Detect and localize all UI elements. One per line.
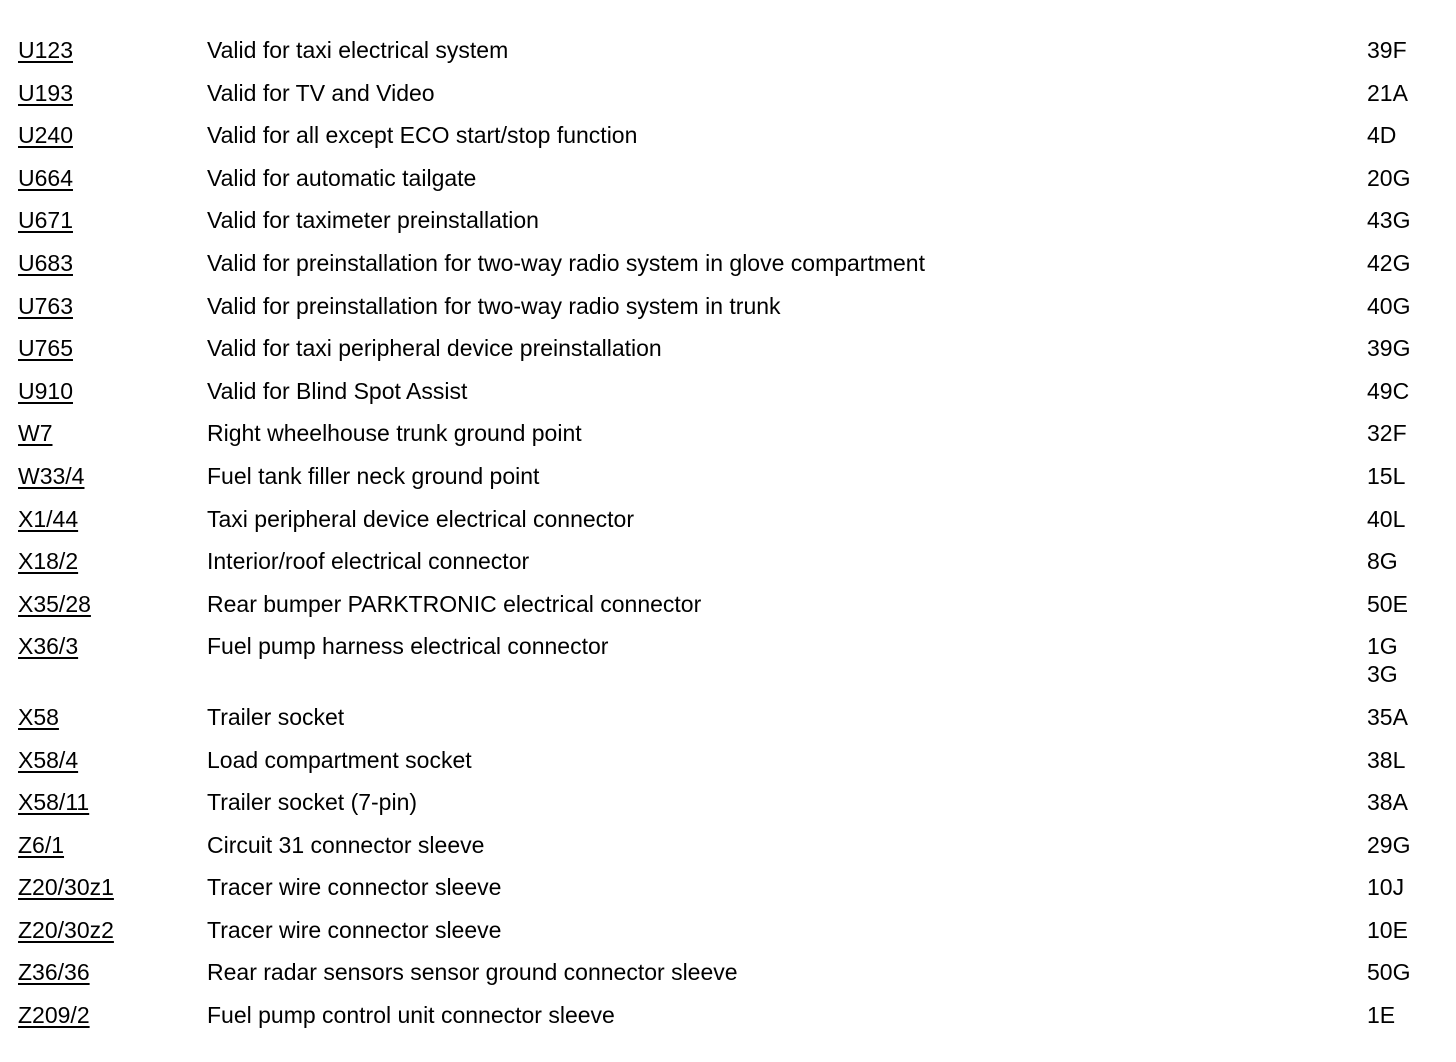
table-row <box>18 36 1438 79</box>
table-row <box>18 249 1438 292</box>
component-description: Right wheelhouse trunk ground point <box>207 420 582 447</box>
grid-location-value: 38L <box>1367 746 1406 773</box>
grid-location <box>1367 419 1438 447</box>
table-row <box>18 164 1438 207</box>
grid-location <box>1367 249 1438 277</box>
grid-location <box>1367 873 1438 901</box>
component-description: Tracer wire connector sleeve <box>207 916 502 943</box>
grid-location <box>1367 292 1438 320</box>
component-description: Valid for preinstallation for two-way radio system in glove compartment <box>207 249 925 276</box>
grid-location <box>1367 505 1438 533</box>
grid-location <box>1367 462 1438 490</box>
grid-location-value: 40L <box>1367 505 1406 532</box>
grid-location <box>1367 916 1438 944</box>
grid-location <box>1367 788 1438 816</box>
grid-location-value: 39F <box>1367 37 1407 63</box>
table-row <box>18 334 1438 377</box>
component-description: Tracer wire connector sleeve <box>207 874 502 901</box>
grid-location-value: 40G <box>1367 292 1411 319</box>
component-description: Fuel tank filler neck ground point <box>207 462 540 489</box>
component-code-link[interactable]: W7 <box>18 420 53 447</box>
table-row <box>18 632 1438 703</box>
table-row <box>18 746 1438 789</box>
component-code-link[interactable]: X58/11 <box>18 789 90 816</box>
grid-location-value: 4D <box>1367 122 1397 149</box>
component-description: Valid for taximeter preinstallation <box>207 207 539 234</box>
component-code-link[interactable]: X58 <box>18 703 59 730</box>
component-description: Valid for Blind Spot Assist <box>207 377 468 404</box>
table-row <box>18 505 1438 548</box>
grid-location-value: 10J <box>1367 874 1405 901</box>
grid-location <box>1367 121 1438 149</box>
component-code-link[interactable]: U193 <box>18 79 73 106</box>
grid-location-value: 1E <box>1367 1002 1396 1029</box>
table-row <box>18 590 1438 633</box>
grid-location <box>1367 831 1438 859</box>
grid-location-value: 3G <box>1367 661 1398 688</box>
component-description: Circuit 31 connector sleeve <box>207 831 485 858</box>
table-row <box>18 206 1438 249</box>
grid-location-value: 49C <box>1367 377 1410 404</box>
table-row <box>18 419 1438 462</box>
table-row <box>18 958 1438 1001</box>
grid-location <box>1367 36 1438 64</box>
component-code-link[interactable]: U240 <box>18 122 73 149</box>
table-row <box>18 831 1438 874</box>
table-row <box>18 79 1438 122</box>
grid-location-value: 1G <box>1367 633 1398 660</box>
component-code-link[interactable]: Z6/1 <box>18 831 65 858</box>
grid-location <box>1367 632 1438 688</box>
component-legend-table <box>18 36 1438 1044</box>
table-row <box>18 916 1438 959</box>
grid-location-value: 50G <box>1367 959 1411 986</box>
component-code-link[interactable]: U910 <box>18 377 73 404</box>
component-code-link[interactable]: Z209/2 <box>18 1002 90 1029</box>
grid-location <box>1367 377 1438 405</box>
table-row <box>18 703 1438 746</box>
grid-location <box>1367 334 1438 362</box>
grid-location <box>1367 547 1438 575</box>
table-row <box>18 121 1438 164</box>
grid-location <box>1367 958 1438 986</box>
grid-location-value: 8G <box>1367 548 1398 575</box>
grid-location-value: 20G <box>1367 164 1411 191</box>
component-description: Valid for taxi electrical system <box>207 37 509 63</box>
component-code-link[interactable]: X36/3 <box>18 633 79 660</box>
component-description: Rear bumper PARKTRONIC electrical connector <box>207 590 702 617</box>
component-code-link[interactable]: U683 <box>18 249 73 276</box>
table-row <box>18 873 1438 916</box>
component-description: Trailer socket <box>207 703 345 730</box>
grid-location <box>1367 590 1438 618</box>
grid-location-value: 39G <box>1367 335 1411 362</box>
component-code-link[interactable]: Z20/30z1 <box>18 874 114 901</box>
component-description: Valid for all except ECO start/stop function <box>207 122 638 149</box>
grid-location-value: 32F <box>1367 420 1407 447</box>
component-code-link[interactable]: X58/4 <box>18 746 79 773</box>
component-code-link[interactable]: X1/44 <box>18 505 79 532</box>
component-description: Valid for automatic tailgate <box>207 164 477 191</box>
grid-location-value: 35A <box>1367 703 1408 730</box>
grid-location-value: 15L <box>1367 462 1406 489</box>
component-code-link[interactable]: U763 <box>18 292 73 319</box>
component-description: Taxi peripheral device electrical connector <box>207 505 634 532</box>
table-row <box>18 788 1438 831</box>
component-description: Interior/roof electrical connector <box>207 548 530 575</box>
grid-location-value: 29G <box>1367 831 1411 858</box>
component-description: Valid for preinstallation for two-way radio system in trunk <box>207 292 781 319</box>
grid-location-value: 50E <box>1367 590 1408 617</box>
component-code-link[interactable]: W33/4 <box>18 462 85 489</box>
component-description: Fuel pump harness electrical connector <box>207 633 609 660</box>
component-description: Load compartment socket <box>207 746 472 773</box>
component-description: Valid for taxi peripheral device preinstallation <box>207 335 662 362</box>
table-row <box>18 292 1438 335</box>
component-description: Fuel pump control unit connector sleeve <box>207 1002 615 1029</box>
table-row <box>18 377 1438 420</box>
grid-location <box>1367 206 1438 234</box>
grid-location <box>1367 79 1438 107</box>
grid-location-value: 38A <box>1367 789 1408 816</box>
component-code-link[interactable]: X18/2 <box>18 548 79 575</box>
component-code-link[interactable]: Z36/36 <box>18 959 90 986</box>
component-description: Trailer socket (7-pin) <box>207 789 418 816</box>
table-row <box>18 1001 1438 1044</box>
grid-location <box>1367 746 1438 774</box>
component-code-link[interactable]: U664 <box>18 164 73 191</box>
component-code-link[interactable]: U671 <box>18 207 73 234</box>
grid-location <box>1367 1001 1438 1029</box>
component-code-link[interactable]: X35/28 <box>18 590 91 617</box>
component-description: Rear radar sensors sensor ground connector sleeve <box>207 959 738 986</box>
table-row <box>18 462 1438 505</box>
grid-location-value: 21A <box>1367 79 1408 106</box>
component-code-link[interactable]: Z20/30z2 <box>18 916 114 943</box>
grid-location <box>1367 703 1438 731</box>
component-description: Valid for TV and Video <box>207 79 435 106</box>
component-code-link[interactable]: U765 <box>18 335 73 362</box>
grid-location-value: 42G <box>1367 249 1411 276</box>
grid-location-value: 10E <box>1367 916 1408 943</box>
component-code-link[interactable]: U123 <box>18 37 73 63</box>
grid-location-value: 43G <box>1367 207 1411 234</box>
grid-location <box>1367 164 1438 192</box>
table-row <box>18 547 1438 590</box>
